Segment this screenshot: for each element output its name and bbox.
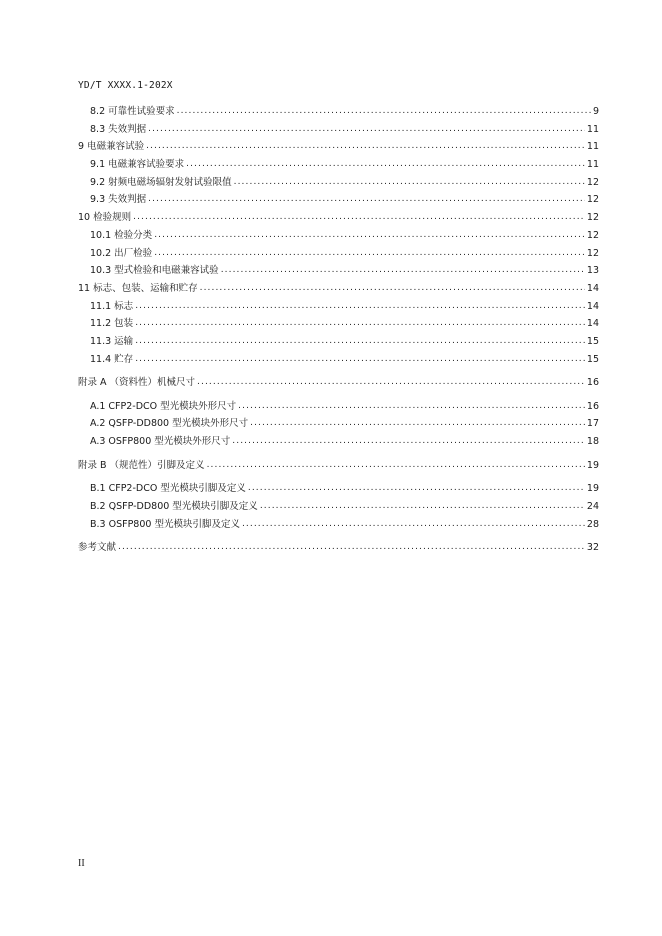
toc-entry-label: 10.3 型式检验和电磁兼容试验 — [90, 265, 219, 277]
toc-entry-page: 18 — [586, 436, 599, 448]
toc-entry-label: B.1 CFP2-DCO 型光模块引脚及定义 — [90, 483, 246, 495]
toc-entry[interactable] — [78, 156, 599, 174]
toc-dot-leader — [133, 211, 585, 222]
toc-dot-leader — [135, 317, 585, 328]
toc-entry[interactable] — [78, 191, 599, 209]
toc-entry-label: 10.1 检验分类 — [90, 229, 153, 241]
toc-entry-label: 11.1 标志 — [90, 300, 134, 312]
toc-dot-leader — [146, 140, 585, 151]
toc-entry[interactable] — [78, 374, 599, 392]
toc-entry[interactable] — [78, 398, 599, 416]
toc-entry-page: 19 — [586, 483, 599, 495]
toc-entry-label: 附录 B （规范性）引脚及定义 — [78, 459, 205, 471]
toc-entry-label: B.3 OSFP800 型光模块引脚及定义 — [90, 518, 240, 530]
toc-entry[interactable] — [78, 174, 599, 192]
toc-entry-label: B.2 QSFP-DD800 型光模块引脚及定义 — [90, 501, 258, 512]
toc-entry-page: 24 — [586, 501, 599, 512]
toc-entry-page: 14 — [586, 300, 599, 312]
toc-entry[interactable] — [78, 351, 599, 369]
toc-entry-label: 8.3 失效判据 — [90, 123, 147, 135]
toc-entry-label: 9.3 失效判据 — [90, 194, 147, 206]
toc-entry[interactable] — [78, 480, 599, 498]
toc-entry-page: 19 — [586, 459, 599, 471]
toc-entry-label: 8.2 可靠性试验要求 — [90, 106, 175, 117]
toc-dot-leader — [148, 123, 585, 134]
toc-entry-page: 15 — [586, 335, 599, 347]
toc-entry-page: 17 — [586, 418, 599, 430]
toc-dot-leader — [221, 264, 585, 275]
toc-entry[interactable] — [78, 315, 599, 333]
toc-entry[interactable] — [78, 415, 599, 433]
toc-entry[interactable] — [78, 280, 599, 298]
toc-entry-label: A.2 QSFP-DD800 型光模块外形尺寸 — [90, 418, 249, 430]
toc-dot-leader — [232, 435, 585, 446]
toc-entry-label: 10 检验规则 — [78, 212, 132, 224]
toc-dot-leader — [248, 482, 585, 493]
toc-entry-label: 11.4 贮存 — [90, 353, 134, 365]
toc-dot-leader — [154, 247, 585, 258]
toc-entry[interactable] — [78, 498, 599, 516]
toc-dot-leader — [186, 158, 585, 169]
document-code: YD/T XXXX.1-202X — [78, 80, 173, 91]
toc-entry[interactable] — [78, 539, 599, 557]
toc-entry[interactable] — [78, 457, 599, 475]
toc-entry[interactable] — [78, 245, 599, 263]
toc-dot-leader — [234, 176, 585, 187]
toc-entry-label: 9.1 电磁兼容试验要求 — [90, 159, 185, 171]
toc-dot-leader — [154, 229, 585, 240]
toc-entry-page: 11 — [586, 141, 599, 153]
toc-dot-leader — [260, 500, 585, 511]
toc-dot-leader — [207, 459, 585, 470]
toc-entry[interactable] — [78, 209, 599, 227]
table-of-contents — [78, 103, 599, 557]
toc-entry[interactable] — [78, 262, 599, 280]
toc-entry-page: 12 — [586, 247, 599, 259]
page-number: II — [78, 858, 85, 869]
toc-entry[interactable] — [78, 227, 599, 245]
toc-entry-label: 附录 A （资料性）机械尺寸 — [78, 377, 196, 389]
toc-entry-page: 11 — [586, 159, 599, 171]
toc-entry-label: 11 标志、包装、运输和贮存 — [78, 282, 198, 294]
toc-dot-leader — [200, 282, 585, 293]
toc-entry-page: 12 — [586, 229, 599, 241]
toc-entry-label: 9 电磁兼容试验 — [78, 141, 145, 153]
toc-entry-label: A.3 OSFP800 型光模块外形尺寸 — [90, 436, 231, 448]
toc-entry[interactable] — [78, 333, 599, 351]
toc-entry-page: 14 — [586, 282, 599, 294]
toc-dot-leader — [197, 376, 585, 387]
toc-entry-label: 11.2 包装 — [90, 318, 134, 330]
toc-dot-leader — [250, 417, 585, 428]
toc-entry-label: 11.3 运输 — [90, 335, 134, 347]
toc-entry-page: 15 — [586, 353, 599, 365]
toc-dot-leader — [118, 541, 585, 552]
toc-entry-page: 32 — [586, 542, 599, 554]
toc-entry-page: 14 — [586, 318, 599, 330]
toc-entry[interactable] — [78, 516, 599, 534]
toc-dot-leader — [148, 193, 585, 204]
toc-entry-page: 9 — [592, 106, 599, 117]
toc-dot-leader — [242, 518, 585, 529]
toc-entry-page: 12 — [586, 212, 599, 224]
toc-dot-leader — [135, 353, 585, 364]
toc-dot-leader — [238, 400, 585, 411]
toc-entry-page: 16 — [586, 400, 599, 412]
toc-entry[interactable] — [78, 138, 599, 156]
toc-entry-page: 28 — [586, 518, 599, 530]
toc-entry-page: 13 — [586, 265, 599, 277]
toc-entry[interactable] — [78, 121, 599, 139]
toc-entry-page: 16 — [586, 377, 599, 389]
toc-dot-leader — [135, 335, 585, 346]
toc-entry-label: 参考文献 — [78, 542, 117, 554]
toc-dot-leader — [177, 105, 591, 116]
toc-entry-page: 12 — [586, 194, 599, 206]
toc-entry-page: 11 — [586, 123, 599, 135]
toc-entry-label: 9.2 射频电磁场辐射发射试验限值 — [90, 176, 232, 188]
toc-entry[interactable] — [78, 433, 599, 451]
toc-entry-label: A.1 CFP2-DCO 型光模块外形尺寸 — [90, 400, 237, 412]
toc-dot-leader — [135, 300, 585, 311]
toc-entry-page: 12 — [586, 176, 599, 188]
toc-entry[interactable] — [78, 298, 599, 316]
toc-entry[interactable] — [78, 103, 599, 121]
toc-entry-label: 10.2 出厂检验 — [90, 247, 153, 259]
